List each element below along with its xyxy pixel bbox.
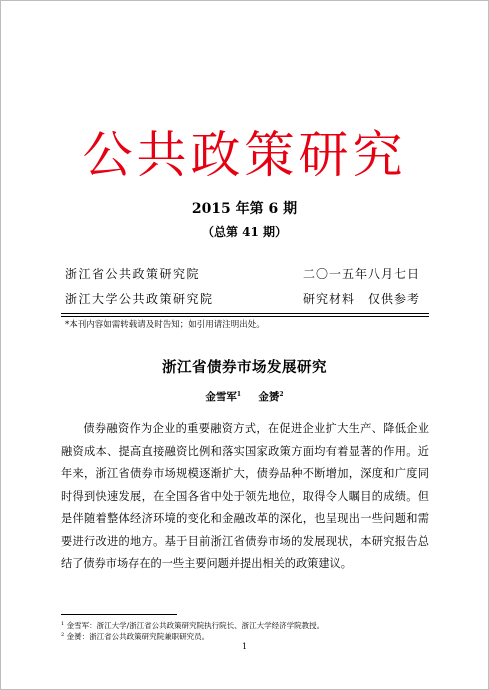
author-name: 金雪军 — [205, 391, 237, 403]
footnote-mark: 2 — [279, 391, 284, 398]
publication-date: 二〇一五年八月七日 — [303, 267, 421, 281]
footnote-mark: 2 — [61, 632, 65, 638]
footnote-divider — [61, 614, 177, 615]
footnote-text: 金雪军：浙江大学/浙江省公共政策研究院执行院长、浙江大学经济学院教授。 — [64, 621, 325, 630]
divider-rule — [61, 313, 429, 314]
footnote-mark: 1 — [236, 391, 242, 398]
article-title: 浙江省债券市场发展研究 — [162, 359, 327, 376]
footnote-mark: 1 — [61, 621, 65, 627]
page-number: 1 — [241, 642, 248, 651]
issue-number: 2015 年第 6 期 — [191, 201, 298, 217]
abstract-paragraph: 债券融资作为企业的重要融资方式，在促进企业扩大生产、降低企业融资成本、提高直接融资比例和落实国家政策方面均有着显著的作用。近年来，浙江省债券市场规模逐渐扩大，债券品种不断增加，深度和广度同时得到快速发展，在全国各省中处于领先地位，取得令人瞩目的成绩。但是伴随着整体经济环境的变化和金融改革的深化，也呈现出一些问题和需要进行改进的地方。基于目前浙江省债券市场的发展现状，本研究报告总结了债券市场存在的一些主要问题并提出相关的政策建议。 — [61, 422, 429, 570]
divider-rule — [61, 316, 429, 317]
organization-name: 浙江省公共政策研究院 — [65, 267, 201, 281]
footnote-text: 金赟：浙江省公共政策研究院兼职研究员。 — [64, 632, 210, 641]
reprint-notice: *本刊内容如需转载请及时告知；如引用请注明出处。 — [65, 320, 265, 330]
material-note: 研究材料 仅供参考 — [303, 292, 421, 306]
author-name: 金赟 — [258, 391, 280, 403]
author-line — [1, 388, 488, 404]
footnote — [61, 630, 209, 642]
journal-title: 公共政策研究 — [82, 126, 407, 184]
organization-name: 浙江大学公共政策研究院 — [65, 292, 214, 306]
issue-total-number: （总第 41 期） — [201, 225, 288, 239]
